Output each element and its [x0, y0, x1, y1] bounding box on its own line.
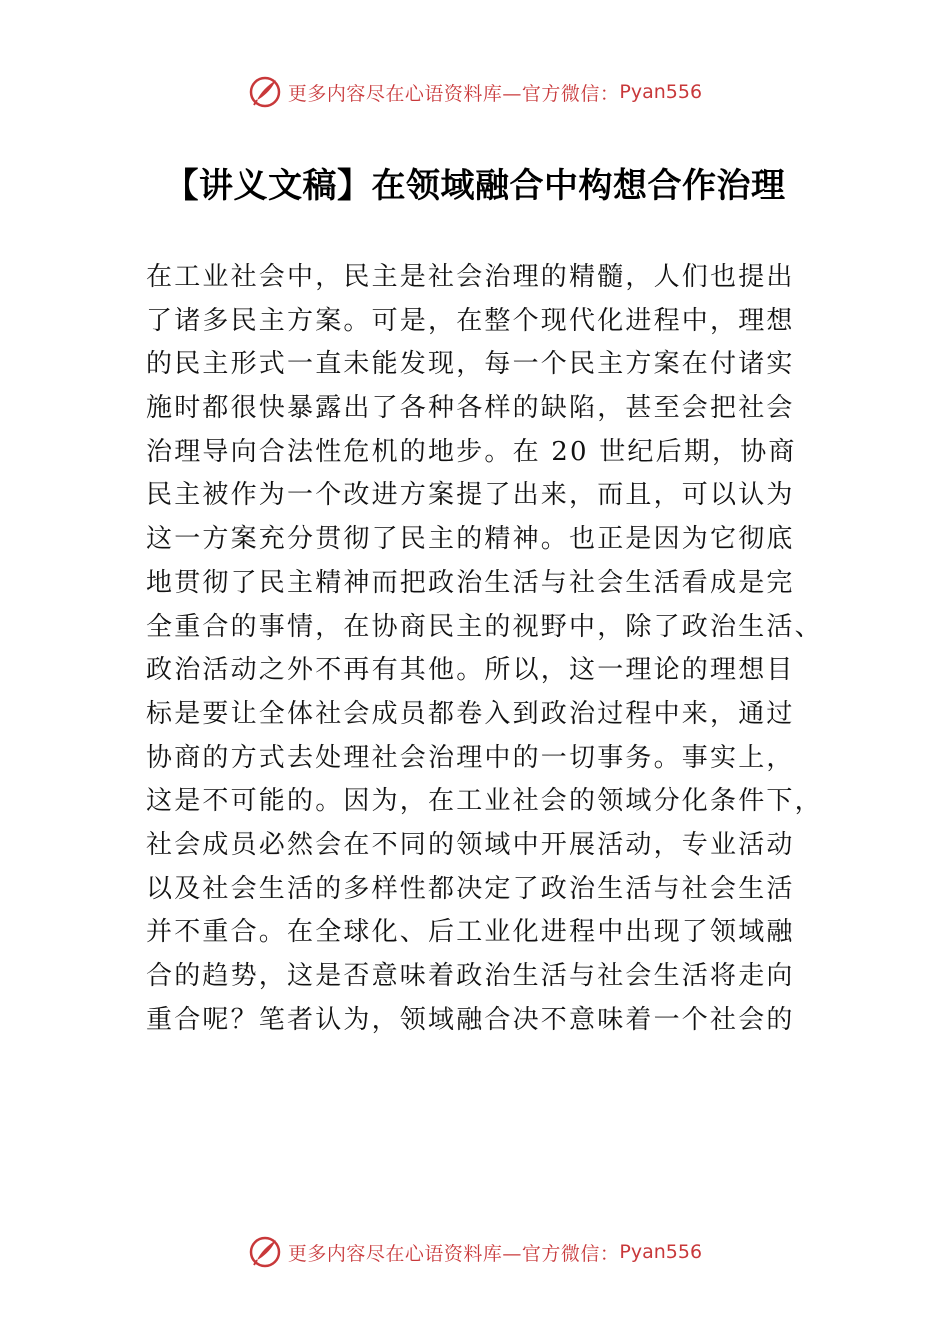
footer-banner — [0, 1232, 950, 1272]
footer-banner-text: 更多内容尽在心语资料库—官方微信： — [287, 1242, 620, 1265]
body-line: 标是要让全体社会成员都卷入到政治过程中来，通过 — [146, 698, 795, 729]
body-line: 重合呢？笔者认为，领域融合决不意味着一个社会的 — [146, 1004, 795, 1035]
body-line: 施时都很快暴露出了各种各样的缺陷，甚至会把社会 — [146, 393, 795, 424]
body-line: 社会成员必然会在不同的领域中开展活动，专业活动 — [146, 829, 795, 860]
body-line: 的民主形式一直未能发现，每一个民主方案在付诸实 — [146, 349, 795, 380]
body-line: 全重合的事情，在协商民主的视野中，除了政治生活、 — [146, 611, 823, 642]
document-body — [146, 256, 826, 1042]
body-line: 在工业社会中，民主是社会治理的精髓，人们也提出 — [146, 262, 795, 292]
quill-logo-icon — [248, 1235, 282, 1269]
body-line: 并不重合。在全球化、后工业化进程中出现了领域融 — [146, 917, 795, 948]
body-line: 民主被作为一个改进方案提了出来，而且，可以认为 — [146, 480, 795, 511]
header-wechat-id: Pyan556 — [619, 81, 703, 103]
body-line: 政治活动之外不再有其他。所以，这一理论的理想目 — [146, 655, 795, 686]
body-line: 地贯彻了民主精神而把政治生活与社会生活看成是完 — [146, 567, 795, 598]
body-line: 合的趋势，这是否意味着政治生活与社会生活将走向 — [146, 961, 795, 991]
body-line: 以及社会生活的多样性都决定了政治生活与社会生活 — [146, 873, 795, 904]
body-line: 这是不可能的。因为，在工业社会的领域分化条件下， — [146, 786, 823, 817]
body-line: 这一方案充分贯彻了民主的精神。也正是因为它彻底 — [146, 524, 795, 555]
body-line: 了诸多民主方案。可是，在整个现代化进程中，理想 — [146, 305, 795, 336]
body-line: 协商的方式去处理社会治理中的一切事务。事实上， — [146, 742, 795, 773]
footer-wechat-id: Pyan556 — [619, 1241, 703, 1263]
header-banner — [0, 72, 950, 112]
body-line: 治理导向合法性危机的地步。在 20 世纪后期，协商 — [146, 436, 797, 467]
header-banner-text: 更多内容尽在心语资料库—官方微信： — [287, 82, 620, 105]
document-title: 【讲义文稿】在领域融合中构想合作治理 — [164, 166, 786, 206]
quill-logo-icon — [248, 75, 282, 109]
